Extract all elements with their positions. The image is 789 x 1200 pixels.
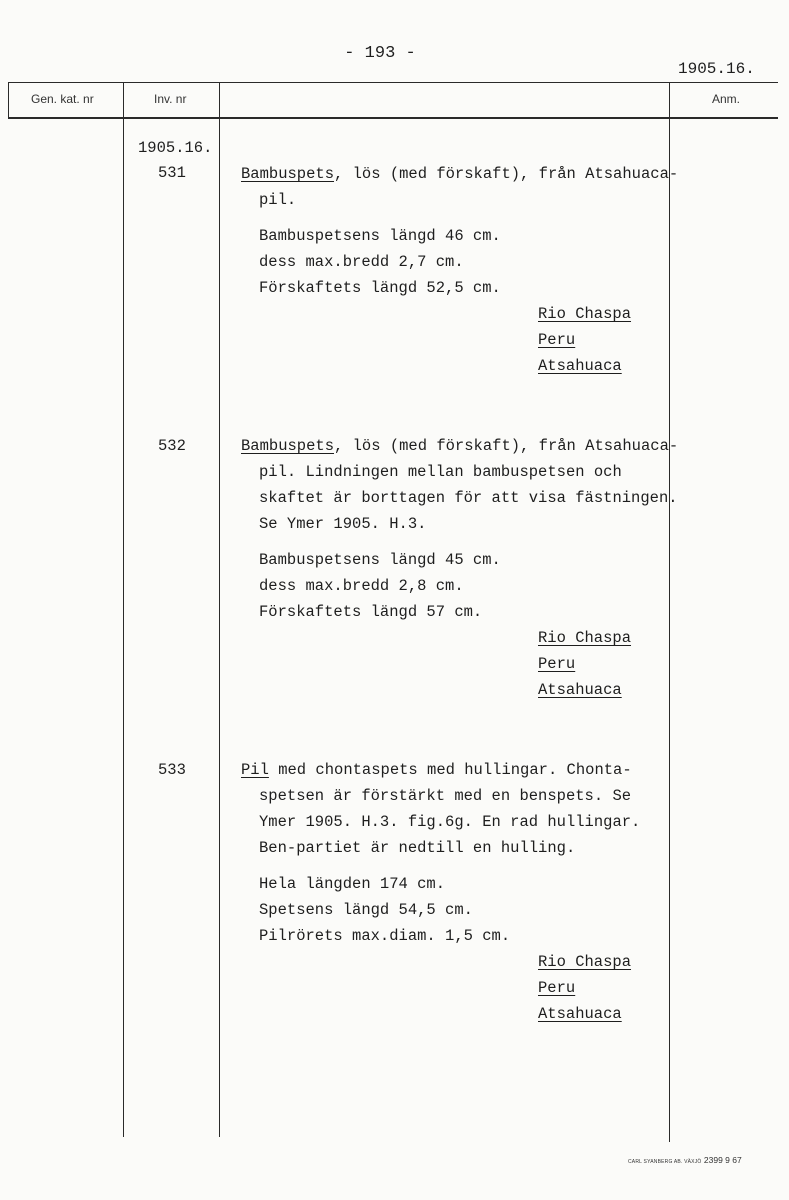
entry-line: dess max.bredd 2,8 cm. [259, 577, 464, 595]
inventory-number: 531 [158, 164, 186, 182]
entry-line: Spetsens längd 54,5 cm. [259, 901, 473, 919]
place-label: Atsahuaca [538, 1005, 622, 1023]
place-label: Rio Chaspa [538, 305, 632, 323]
page-reference: 1905.16. [678, 60, 755, 78]
entry-line: pil. Lindningen mellan bambuspetsen och [259, 463, 622, 481]
inventory-number: 533 [158, 761, 186, 779]
column-divider-4 [669, 82, 670, 1142]
entry-line: Ymer 1905. H.3. fig.6g. En rad hullingar. [259, 813, 641, 831]
entry-line: spetsen är förstärkt med en benspets. Se [259, 787, 632, 805]
entry-line: dess max.bredd 2,7 cm. [259, 253, 464, 271]
page-number: - 193 - [344, 44, 416, 63]
entry-line: Förskaftets längd 52,5 cm. [259, 279, 501, 297]
entry-line: Ben-partiet är nedtill en hulling. [259, 839, 576, 857]
entry-title: Bambuspets [241, 437, 335, 455]
place-label: Rio Chaspa [538, 629, 632, 647]
column-divider-2 [123, 82, 124, 1137]
form-code: 2399 9 67 [703, 1155, 742, 1165]
entry-line: Hela längden 174 cm. [259, 875, 446, 893]
column-header-anm: Anm. [712, 92, 741, 106]
entry-line: Bambuspetsens längd 45 cm. [259, 551, 501, 569]
inventory-number: 532 [158, 437, 186, 455]
entry-title: Pil [241, 761, 269, 779]
place-label: Atsahuaca [538, 357, 622, 375]
entry-title: Bambuspets [241, 165, 335, 183]
entry-line: Förskaftets längd 57 cm. [259, 603, 483, 621]
series-label: 1905.16. [138, 139, 213, 157]
entry-line: Se Ymer 1905. H.3. [259, 515, 427, 533]
entry-line: pil. [259, 191, 297, 209]
place-label: Atsahuaca [538, 681, 622, 699]
printer-name: CARL SYANBERG AB. VÄXJÖ [628, 1159, 702, 1165]
entry-line: Bambuspets, lös (med förskaft), från Atsahuaca- [241, 437, 679, 455]
entry-line: skaftet är borttagen för att visa fästningen. [259, 489, 678, 507]
place-label: Peru [538, 979, 576, 997]
entry-line: Bambuspetsens längd 46 cm. [259, 227, 501, 245]
column-header-gen-kat: Gen. kat. nr [31, 92, 94, 106]
entry-line: Bambuspets, lös (med förskaft), från Atsahuaca- [241, 165, 679, 183]
column-divider-1 [8, 82, 9, 119]
place-label: Peru [538, 331, 576, 349]
printer-footer [628, 1155, 742, 1165]
entry-line: Pilrörets max.diam. 1,5 cm. [259, 927, 511, 945]
entry-line: Pil med chontaspets med hullingar. Chonta- [241, 761, 632, 779]
place-label: Rio Chaspa [538, 953, 632, 971]
column-header-inv: Inv. nr [154, 92, 187, 106]
place-label: Peru [538, 655, 576, 673]
column-divider-3 [219, 82, 220, 1137]
